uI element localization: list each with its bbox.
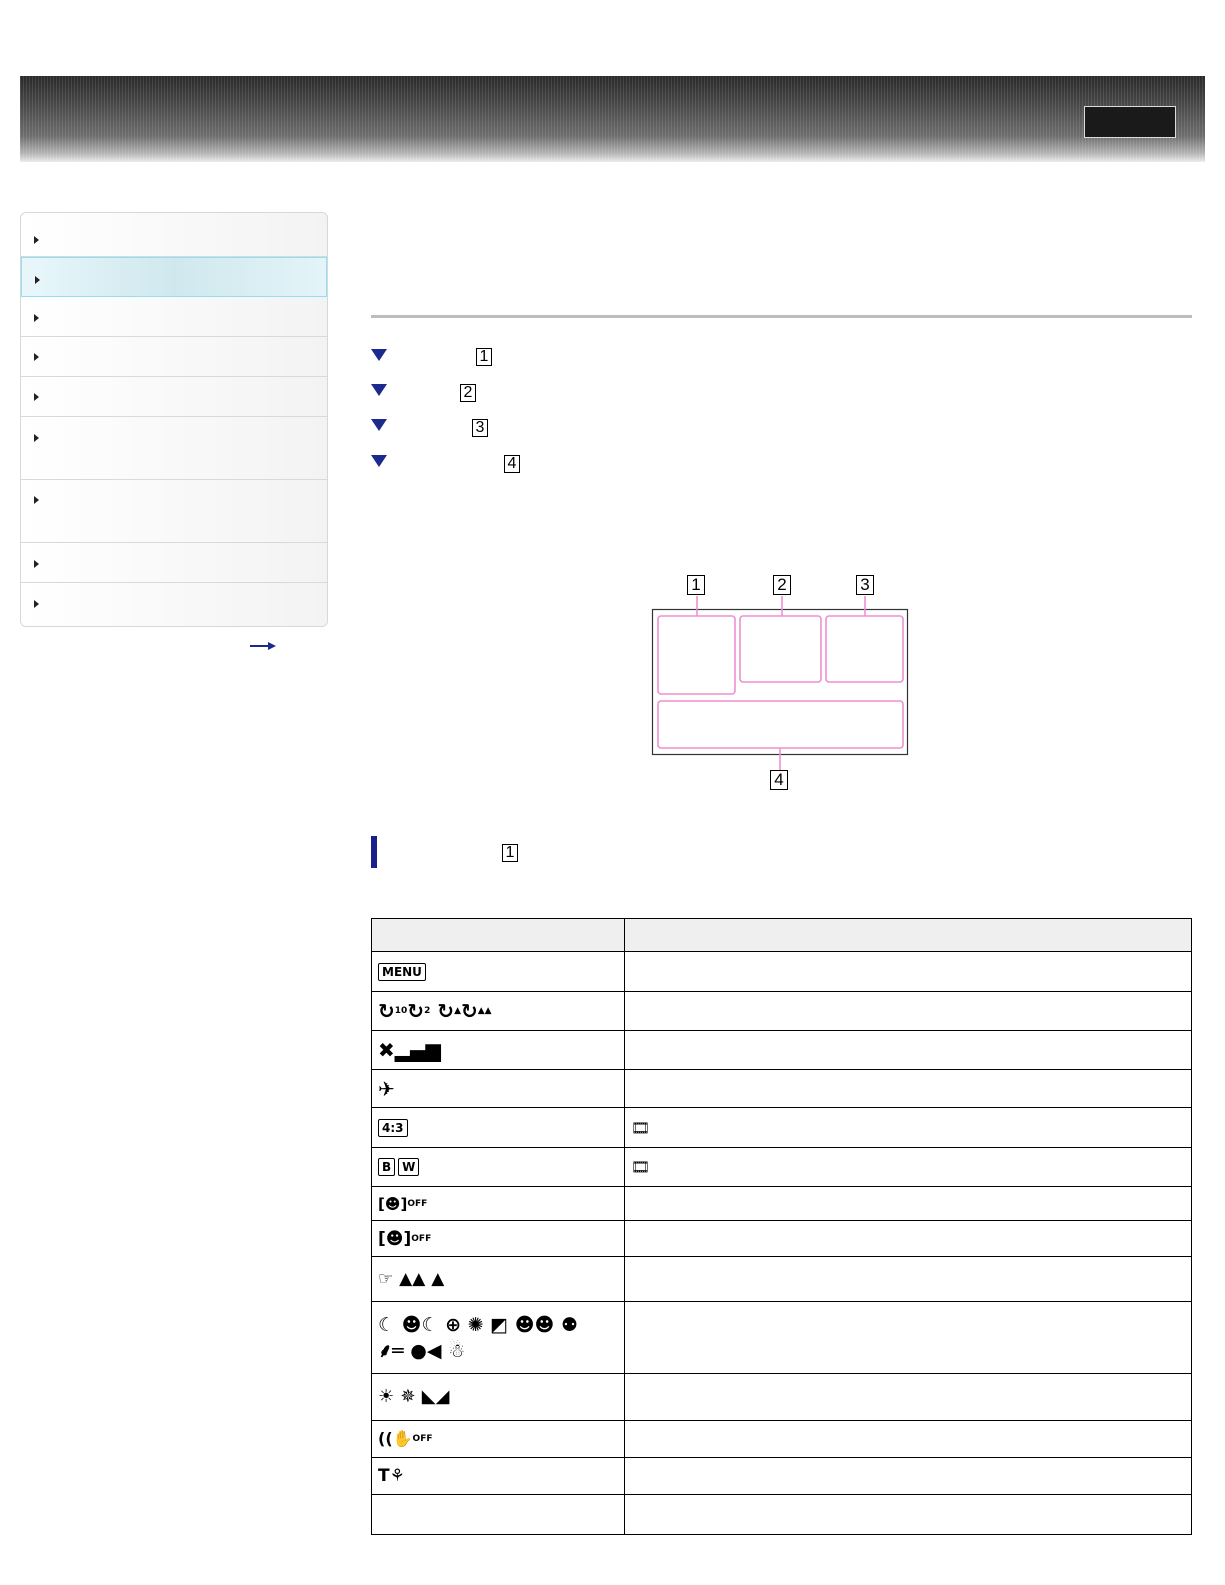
chevron-right-icon [34,393,39,401]
table-row [372,1148,1192,1187]
table-cell-desc [625,952,1192,992]
sidebar-item-5[interactable] [21,377,327,417]
chevron-right-icon [34,496,39,504]
toc-number-badge: 3 [472,419,488,437]
toc-number-badge: 1 [476,348,492,366]
airplane-icon: ✈ [378,1076,395,1101]
right-arrow-icon[interactable] [250,641,276,651]
table-cell-desc [625,1374,1192,1421]
table-cell-desc [625,1148,1192,1187]
gps-signal-icon: ✖▂▄▆ [378,1038,441,1062]
chevron-right-icon [35,276,40,284]
table-cell-desc [625,1257,1192,1302]
table-header-meaning [625,919,1192,952]
table-cell-desc [625,1031,1192,1070]
table-cell-desc [625,1495,1192,1535]
face-detection-off-icon: [☻]OFF [378,1194,428,1213]
smile-shutter-off-icon: [☻]OFF [378,1228,432,1249]
sidebar-nav [20,212,328,627]
header-banner [20,76,1205,162]
chevron-right-icon [34,560,39,568]
table-row [372,1458,1192,1495]
section-heading-bar [371,836,377,868]
table-row [372,1495,1192,1535]
sidebar-item-8[interactable] [21,543,327,583]
diagram-label-3: 3 [856,575,874,595]
table-cell-desc [625,1458,1192,1495]
toc-number-badge: 2 [460,384,476,402]
table-cell-icon [372,1221,625,1257]
tele-macro-icon: T⚘ [378,1466,405,1486]
icons-table [371,918,1192,1535]
table-row [372,952,1192,992]
down-triangle-icon [371,384,387,396]
aspect-ratio-icon: 4:3 [378,1119,408,1137]
movie-quality-b-icon: B [378,1158,395,1176]
down-triangle-icon [371,455,387,467]
table-cell-icon [372,1421,625,1458]
section-number-badge: 1 [502,844,518,862]
table-row [372,1108,1192,1148]
diagram-label-2: 2 [773,575,791,595]
table-cell-icon [372,1070,625,1108]
table-cell-icon [372,1458,625,1495]
sidebar-item-4[interactable] [21,337,327,377]
movie-quality-w-icon: W [398,1158,419,1176]
table-row [372,1302,1192,1374]
sidebar-item-2[interactable] [21,257,327,297]
table-cell-desc [625,1108,1192,1148]
table-cell-icon [372,1495,625,1535]
toc-number-badge: 4 [504,455,520,473]
header-button[interactable] [1084,106,1176,138]
table-row [372,1374,1192,1421]
steadyshot-off-icon: ((✋OFF [378,1429,433,1448]
table-cell-desc [625,992,1192,1031]
table-cell-icon [372,1187,625,1221]
table-cell-desc [625,1302,1192,1374]
down-triangle-icon [371,419,387,431]
sidebar-item-3[interactable] [21,297,327,337]
sidebar-item-7[interactable] [21,480,327,543]
table-row [372,1221,1192,1257]
intelligent-auto-icon: ☞ ▲▲ ▲ [378,1269,445,1289]
white-balance-icon: ☀ ✵ ◣◢ [378,1386,450,1407]
scene-selection-icon: ☾ ☻☾ ⊕ ✺ ◩ ☻☻ ⚉ ⸙═ ●◀ ☃ [378,1313,579,1362]
table-cell-desc [625,1187,1192,1221]
table-cell-icon [372,1302,625,1374]
table-cell-icon [372,952,625,992]
self-timer-icon: ↻10↻2 ↻▲↻▲▲ [378,999,492,1023]
screen-layout-diagram [650,572,912,794]
table-row [372,992,1192,1031]
sidebar-item-9[interactable] [21,583,327,627]
table-cell-desc [625,1221,1192,1257]
film-icon: 🎞 [631,1118,651,1137]
table-cell-icon [372,1257,625,1302]
chevron-right-icon [34,434,39,442]
table-row [372,1257,1192,1302]
diagram-label-4: 4 [770,770,788,790]
table-cell-desc [625,1421,1192,1458]
diagram-svg [650,572,912,794]
table-header-row [372,919,1192,952]
table-cell-icon [372,1374,625,1421]
chevron-right-icon [34,314,39,322]
table-row [372,1031,1192,1070]
chevron-right-icon [34,353,39,361]
film-icon: 🎞 [631,1158,651,1176]
toc-link-1[interactable] [371,347,501,369]
table-row [372,1070,1192,1108]
sidebar-item-6[interactable] [21,417,327,480]
toc-link-3[interactable] [371,417,491,439]
down-triangle-icon [371,349,387,361]
table-cell-icon [372,1031,625,1070]
sidebar-item-1[interactable] [21,213,327,257]
table-cell-desc [625,1070,1192,1108]
table-cell-icon [372,1148,625,1187]
table-row [372,1421,1192,1458]
table-row [372,1187,1192,1221]
table-header-icon [372,919,625,952]
table-cell-icon [372,992,625,1031]
diagram-label-1: 1 [687,575,705,595]
chevron-right-icon [34,236,39,244]
chevron-right-icon [34,600,39,608]
toc-link-2[interactable] [371,382,481,404]
menu-icon: MENU [378,963,426,981]
title-divider [371,315,1192,318]
toc-link-4[interactable] [371,453,531,475]
table-cell-icon [372,1108,625,1148]
